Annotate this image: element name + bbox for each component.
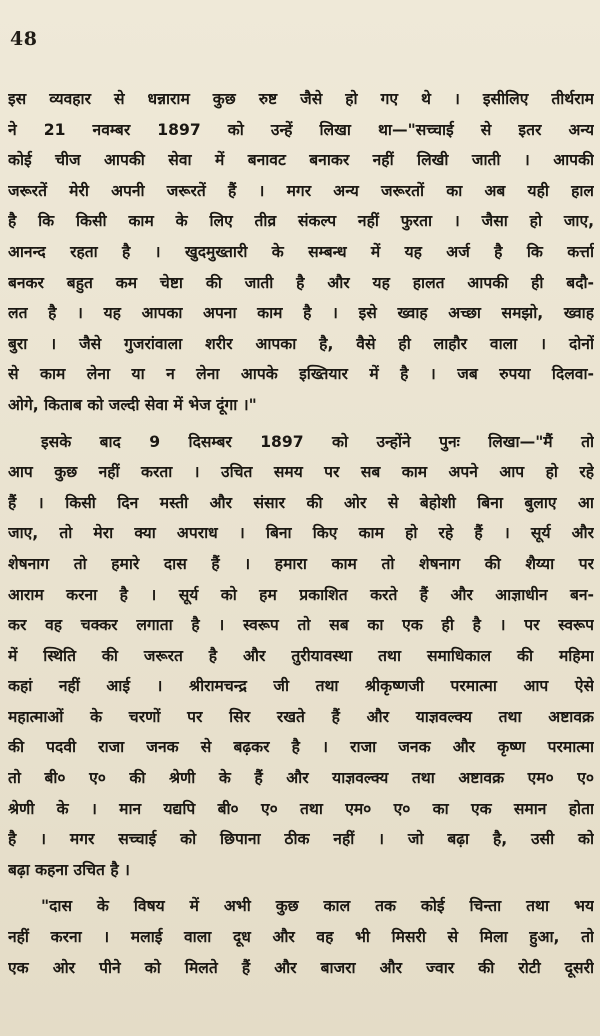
text-line: एक ओर पीने को मिलते हैं और बाजरा और ज्वार की रोटी दूसरी xyxy=(8,958,594,977)
text-line: आराम करना है । सूर्य को हम प्रकाशित करते हैं और आज्ञाधीन बन- xyxy=(8,585,594,604)
text-line: बुरा । जैसे गुजरांवाला शरीर आपका है, वैसे ही लाहौर वाला । दोनों xyxy=(8,334,594,353)
text-line: बनकर बहुत कम चेष्टा की जाती है और यह हालत आपकी ही बदौ- xyxy=(8,273,594,292)
text-line: हैं । किसी दिन मस्ती और संसार की ओर से बेहोशी बिना बुलाए आ xyxy=(8,493,594,512)
body-text xyxy=(8,84,594,983)
text-line: जाए, तो मेरा क्या अपराध । बिना किए काम हो रहे हैं । सूर्य और xyxy=(8,524,594,543)
text-line: है कि किसी काम के लिए तीव्र संकल्प नहीं फुरता । जैसा हो जाए, xyxy=(8,212,594,231)
text-line: "दास के विषय में अभी कुछ काल तक कोई चिन्ता तथा भय xyxy=(41,897,594,916)
paragraph-2 xyxy=(8,427,594,886)
text-line: नहीं करना । मलाई वाला दूध और वह भी मिसरी से मिला हुआ, तो xyxy=(8,928,594,947)
paragraph-1 xyxy=(8,84,594,421)
text-line: लत है । यह आपका अपना काम है । इसे ख्वाह अच्छा समझो, ख्वाह xyxy=(8,304,594,323)
text-line: इस व्यवहार से धन्नाराम कुछ रुष्ट जैसे हो गए थे । इसीलिए तीर्थराम xyxy=(8,90,594,108)
text-line: तो बी० ए० की श्रेणी के हैं और याज्ञवल्क्य तथा अष्टावक्र एम० ए० xyxy=(8,769,594,788)
text-line: कहां नहीं आई । श्रीरामचन्द्र जी तथा श्रीकृष्णजी परमात्मा आप ऐसे xyxy=(8,677,594,696)
text-line: कोई चीज आपकी सेवा में बनावट बनाकर नहीं लिखी जाती । आपकी xyxy=(8,151,594,170)
paragraph-3 xyxy=(8,891,594,983)
text-line: शेषनाग तो हमारे दास हैं । हमारा काम तो शेषनाग की शैय्या पर xyxy=(8,554,594,573)
text-line: महात्माओं के चरणों पर सिर रखते हैं और याज्ञवल्क्य तथा अष्टावक्र xyxy=(8,707,594,726)
text-line: में स्थिति की जरूरत है और तुरीयावस्था तथा समाधिकाल की महिमा xyxy=(8,646,594,665)
text-line: श्रेणी के । मान यद्यपि बी० ए० तथा एम० ए० का एक समान होता xyxy=(8,799,594,818)
text-line: की पदवी राजा जनक से बढ़कर है । राजा जनक और कृष्ण परमात्मा xyxy=(8,738,594,757)
text-line: आप कुछ नहीं करता । उचित समय पर सब काम अपने आप हो रहे xyxy=(8,463,594,482)
page-number: 48 xyxy=(10,28,38,50)
text-line: आनन्द रहता है । खुदमुख्तारी के सम्बन्ध में यह अर्ज है कि कर्त्ता xyxy=(8,242,594,261)
text-line: से काम लेना या न लेना आपके इख्तियार में है । जब रुपया दिलवा- xyxy=(8,365,594,384)
text-line: कर वह चक्कर लगाता है । स्वरूप तो सब का एक ही है । पर स्वरूप xyxy=(8,616,594,635)
text-line: है । मगर सच्चाई को छिपाना ठीक नहीं । जो बढ़ा है, उसी को xyxy=(8,830,594,849)
text-line: ओगे, किताब को जल्दी सेवा में भेज दूंगा ।" xyxy=(8,395,257,414)
text-line: ने 21 नवम्बर 1897 को उन्हें लिखा था—"सच्चाई से इतर अन्य xyxy=(8,120,594,139)
text-line: बढ़ा कहना उचित है । xyxy=(8,860,130,879)
text-line: जरूरतें मेरी अपनी जरूरतें हैं । मगर अन्य जरूरतों का अब यही हाल xyxy=(8,181,594,200)
text-line: इसके बाद 9 दिसम्बर 1897 को उन्होंने पुनः लिखा—"मैं तो xyxy=(41,432,594,451)
